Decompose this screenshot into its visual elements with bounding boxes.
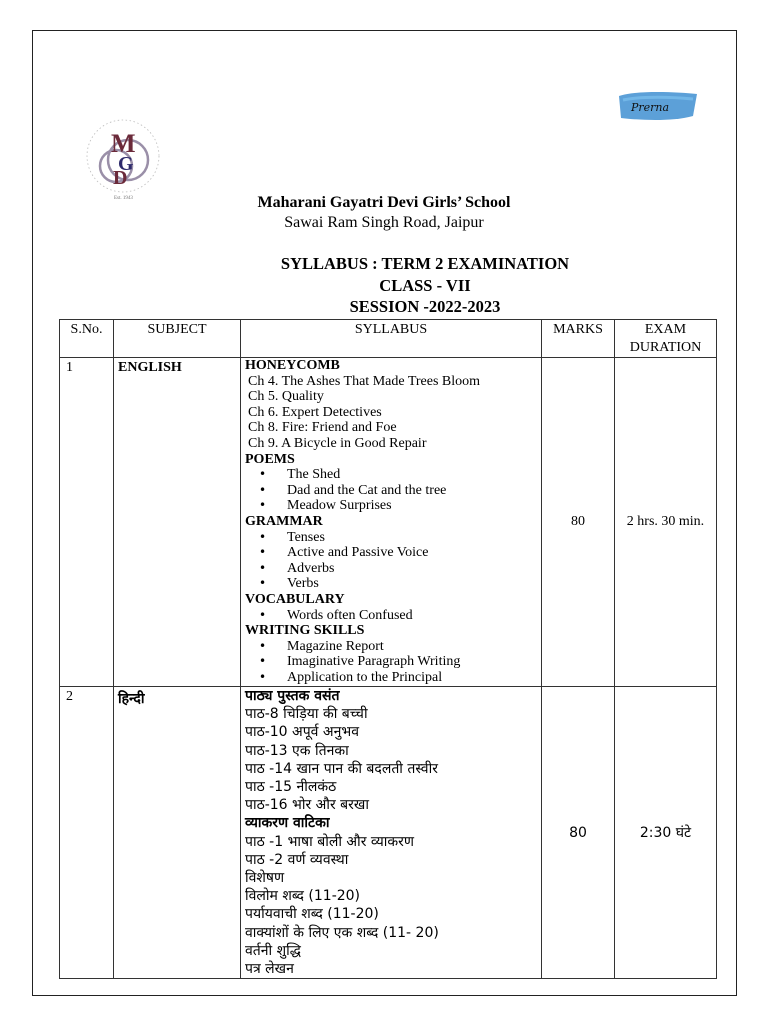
syllabus-table	[59, 319, 717, 979]
grammar-item: पर्यायवाची शब्द (11-20)	[245, 906, 379, 923]
chapter-item: पाठ-13 एक तिनका	[245, 742, 349, 759]
chapter-item: Ch 6. Expert Detectives	[248, 404, 382, 420]
grammar-item: पाठ -1 भाषा बोली और व्याकरण	[245, 833, 415, 850]
class-title: CLASS - VII	[379, 276, 471, 295]
section-heading: HONEYCOMB	[245, 358, 340, 373]
section-heading: WRITING SKILLS	[245, 623, 365, 639]
grammar-item: विशेषण	[245, 870, 285, 887]
session-title: SESSION -2022-2023	[349, 297, 501, 316]
section-heading: GRAMMAR	[245, 513, 323, 529]
list-item: • Words often Confused	[245, 608, 541, 624]
chapter-item: पाठ -15 नीलकंठ	[245, 779, 337, 796]
section-heading: व्याकरण वाटिका	[245, 815, 330, 832]
syllabus-title: SYLLABUS : TERM 2 EXAMINATION	[280, 254, 570, 273]
chapter-item: Ch 9. A Bicycle in Good Repair	[248, 435, 427, 451]
chapter-item: पाठ-8 चिड़िया की बच्ची	[245, 706, 368, 723]
row-subject: ENGLISH	[114, 358, 241, 687]
row-duration: 2 hrs. 30 min.	[615, 358, 717, 687]
header-sno: S.No.	[60, 320, 114, 358]
list-item: • Application to the Principal	[245, 670, 541, 686]
list-item: • Dad and the Cat and the tree	[245, 483, 541, 499]
chapter-item: Ch 4. The Ashes That Made Trees Bloom	[248, 373, 481, 389]
chapter-item: पाठ -14 खान पान की बदलती तस्वीर	[245, 760, 438, 777]
list-item: • Imaginative Paragraph Writing	[245, 654, 541, 670]
header-syllabus: SYLLABUS	[241, 320, 542, 358]
list-item: • Active and Passive Voice	[245, 545, 541, 561]
svg-text:G: G	[118, 153, 134, 175]
row-subject: हिन्दी	[114, 687, 241, 979]
grammar-item: विलोम शब्द (11-20)	[245, 888, 361, 905]
section-heading: POEMS	[245, 451, 295, 467]
list-item: • Adverbs	[245, 561, 541, 577]
list-item: • Tenses	[245, 530, 541, 546]
prerna-logo	[617, 88, 699, 124]
row-sno: 1	[60, 358, 114, 687]
header-marks: MARKS	[542, 320, 615, 358]
chapter-item: पाठ-16 भोर और बरखा	[245, 797, 369, 814]
row-sno: 2	[60, 687, 114, 979]
chapter-item: Ch 8. Fire: Friend and Foe	[248, 420, 397, 436]
row-marks: 80	[542, 358, 615, 687]
table-header-row	[60, 320, 717, 358]
grammar-item: पत्र लेखन	[245, 961, 294, 978]
header-subject: SUBJECT	[114, 320, 241, 358]
list-item: • Meadow Surprises	[245, 498, 541, 514]
table-row-hindi	[60, 687, 717, 979]
grammar-item: वर्तनी शुद्धि	[245, 942, 301, 959]
row-marks: 80	[542, 687, 615, 979]
school-logo	[78, 118, 168, 202]
list-item: • Magazine Report	[245, 639, 541, 655]
grammar-item: पाठ -2 वर्ण व्यवस्था	[245, 851, 349, 868]
school-address: Sawai Ram Singh Road, Jaipur	[284, 214, 484, 231]
svg-text:D: D	[113, 167, 128, 189]
grammar-item: वाक्यांशों के लिए एक शब्द (11- 20)	[245, 924, 439, 941]
hindi-syllabus	[241, 687, 542, 979]
list-item: • The Shed	[245, 467, 541, 483]
svg-text:M: M	[111, 129, 136, 158]
english-syllabus	[241, 358, 542, 687]
section-heading: पाठ्य पुस्तक वसंत	[245, 688, 340, 704]
svg-text:Est. 1943: Est. 1943	[114, 196, 133, 201]
school-name: Maharani Gayatri Devi Girls’ School	[257, 194, 511, 211]
table-row-english	[60, 358, 717, 687]
header-duration: EXAM DURATION	[615, 320, 717, 358]
row-duration: 2:30 घंटे	[615, 687, 717, 979]
list-item: • Verbs	[245, 576, 541, 592]
chapter-item: पाठ-10 अपूर्व अनुभव	[245, 724, 360, 741]
section-heading: VOCABULARY	[245, 591, 345, 607]
chapter-item: Ch 5. Quality	[248, 389, 324, 405]
svg-text:Prerna: Prerna	[631, 101, 670, 114]
